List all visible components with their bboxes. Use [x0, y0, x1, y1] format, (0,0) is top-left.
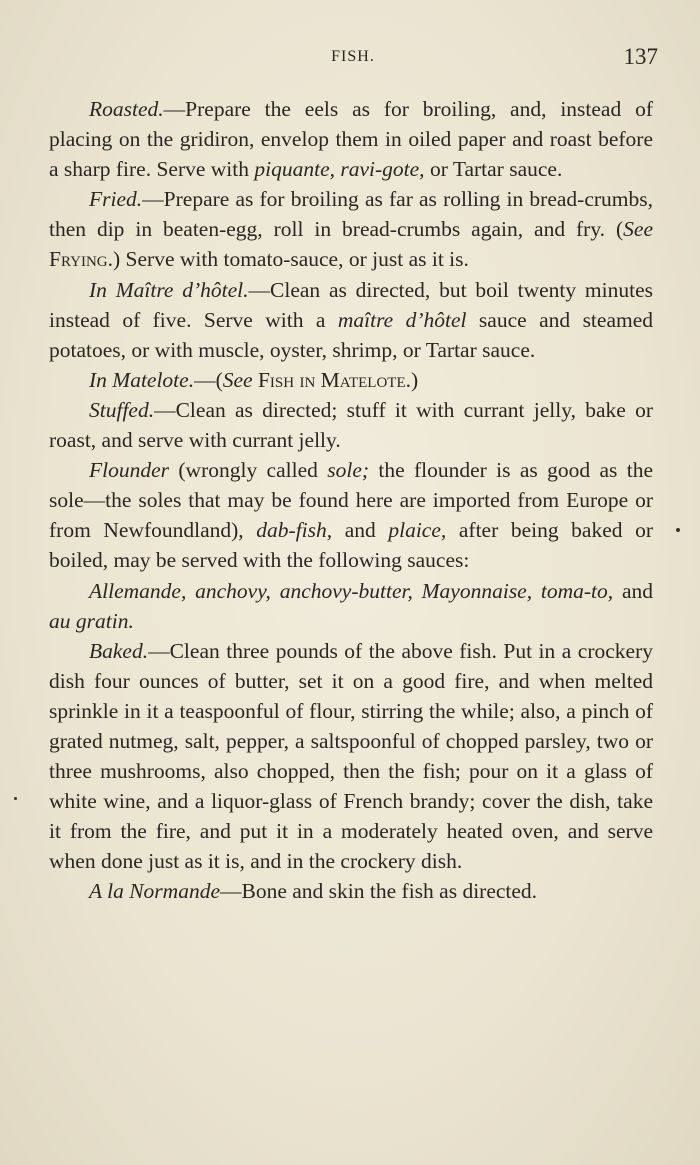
paragraph-sauces: [49, 576, 653, 636]
paragraph-a-la-normande: [49, 876, 653, 906]
text: after being baked or boiled, may be served with the following sauces:: [49, 518, 654, 573]
paragraph-flounder: [49, 455, 653, 575]
italic-text: maître d’hôtel: [337, 307, 467, 332]
text: —Bone and skin the fish as directed.: [220, 879, 538, 904]
italic-text: piquante, ravi-gote,: [254, 157, 425, 182]
ink-speck: [676, 528, 680, 532]
recipe-title: Fried.: [89, 187, 143, 212]
text: the flounder is as good as the sole—the soles that may be found here are imported from Europe or from Newfoundland),: [49, 458, 653, 543]
recipe-title: Stuffed.: [89, 397, 155, 422]
recipe-title: Flounder: [89, 458, 170, 483]
recipe-title: In Maître d’hôtel.: [89, 277, 249, 302]
text: ): [410, 367, 419, 392]
recipe-title: In Matelote.: [89, 367, 195, 392]
italic-text: plaice,: [388, 518, 447, 543]
text: —Prepare as for broiling as far as rolling in bread-crumbs, then dip in beaten-egg, roll in bread-crumbs again, and fry. (: [49, 187, 653, 242]
italic-text: See: [222, 367, 253, 392]
page-header: [48, 44, 658, 74]
italic-text: sole;: [327, 458, 370, 483]
running-head: FISH.: [331, 48, 375, 65]
text: —(: [194, 367, 223, 392]
paragraph-maitre-dhotel: [49, 275, 653, 365]
italic-text: dab-fish,: [256, 518, 333, 543]
text: —Clean as directed; stuff it with currant jelly, bake or roast, and serve with currant jelly.: [49, 397, 653, 453]
paragraph-roasted: [49, 94, 653, 184]
text: (wrongly called: [169, 458, 328, 483]
text: ) Serve with tomato-sauce, or just as it is.: [113, 247, 469, 272]
recipe-title: Roasted.: [89, 97, 164, 121]
text: and: [332, 518, 389, 543]
paragraph-baked: [49, 636, 653, 877]
paragraph-matelote: [49, 365, 653, 395]
recipe-title: Baked.: [89, 638, 149, 663]
ink-speck: [14, 797, 17, 800]
italic-text: au gratin.: [49, 608, 134, 633]
text: or Tartar sauce.: [424, 157, 563, 182]
text: —Prepare the eels as for broiling, and, instead of placing on the gridiron, envelop them in oiled paper and roast before a sharp fire. Serve with: [49, 97, 653, 182]
italic-text: See: [623, 217, 653, 242]
page-body: [49, 94, 653, 907]
italic-text: Allemande, anchovy, anchovy-butter, Mayonnaise, toma-to,: [89, 578, 614, 603]
paragraph-stuffed: [49, 395, 653, 455]
page-number: 137: [623, 44, 658, 69]
text: and: [613, 578, 653, 603]
small-caps-reference: Frying.: [49, 247, 114, 272]
text: —Clean as directed, but boil twenty minutes instead of five. Serve with a: [49, 277, 654, 332]
text: —Clean three pounds of the above fish. Put in a crockery dish four ounces of butter, set it on a good fire, and when melted sprinkle in it a teaspoonful of flour, stirring the while; also, a pinch of grated nutmeg, salt, pepper, a saltspoonful of chopped parsley, two or three mushrooms, also chopped, then the fish; pour on it a glass of white wine, and a liquor-glass of French brandy; cover the dish, take it from the fire, and put it in a moderately heated oven, and serve when done just as it is, and in the crockery dish.: [49, 638, 653, 874]
recipe-title: A la Normande: [89, 879, 220, 904]
small-caps-reference: Fish in Matelote.: [252, 367, 411, 392]
text: sauce and steamed potatoes, or with muscle, oyster, shrimp, or Tartar sauce.: [49, 307, 654, 362]
paragraph-fried: [49, 184, 653, 274]
